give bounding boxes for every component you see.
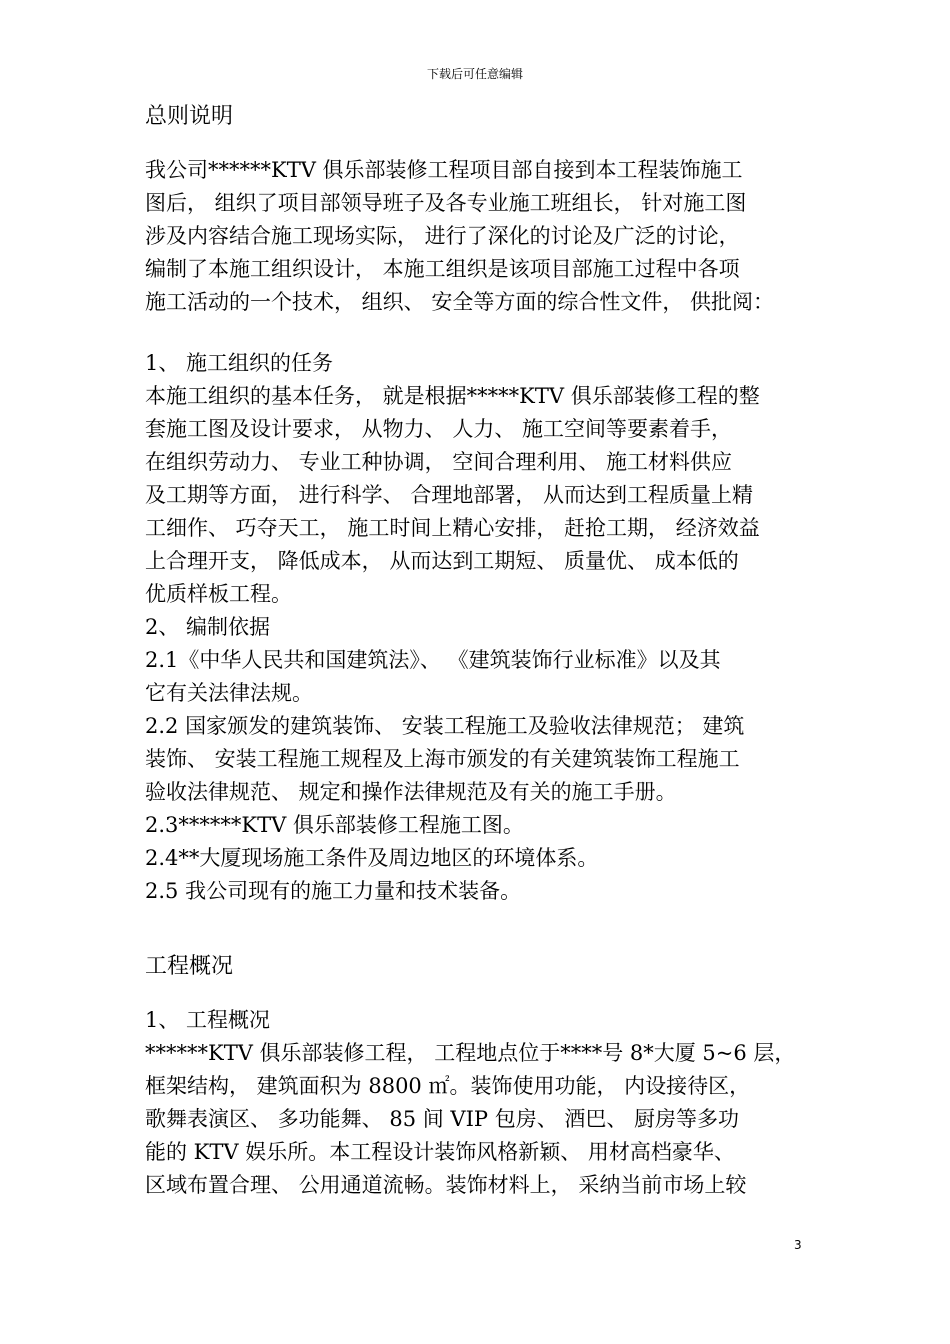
section-general-body: [145, 347, 825, 908]
text-line: 本施工组织的基本任务， 就是根据*****KTV 俱乐部装修工程的整: [145, 384, 760, 408]
text-line: 2.4**大厦现场施工条件及周边地区的环境体系。: [145, 846, 599, 870]
text-line: 2.5 我公司现有的施工力量和技术装备。: [145, 879, 522, 903]
text-line: 我公司******KTV 俱乐部装修工程项目部自接到本工程装饰施工: [145, 158, 743, 182]
text-line: 优质样板工程。: [145, 582, 292, 606]
text-line: 施工活动的一个技术， 组织、 安全等方面的综合性文件， 供批阅：: [145, 290, 775, 314]
section-overview-body: [145, 1004, 825, 1202]
text-line: 2.1《中华人民共和国建筑法》、 《建筑装饰行业标准》以及其: [145, 648, 721, 672]
page-header: 下载后可任意编辑: [426, 67, 523, 81]
text-line: 装饰、 安装工程施工规程及上海市颁发的有关建筑装饰工程施工: [145, 747, 740, 771]
text-line: 区域布置合理、 公用通道流畅。装饰材料上， 采纳当前市场上较: [145, 1173, 747, 1197]
text-line: 图后， 组织了项目部领导班子及各专业施工班组长， 针对施工图: [145, 191, 747, 215]
text-line: 2.3******KTV 俱乐部装修工程施工图。: [145, 813, 524, 837]
text-line: 2.2 国家颁发的建筑装饰、 安装工程施工及验收法律规范； 建筑: [145, 714, 745, 738]
text-line: 涉及内容结合施工现场实际， 进行了深化的讨论及广泛的讨论，: [145, 224, 740, 248]
page-number: 3: [794, 1238, 802, 1252]
document-body: [145, 100, 825, 1202]
text-line: 能的 KTV 娱乐所。本工程设计装饰风格新颖、 用材高档豪华、: [145, 1140, 735, 1164]
section-title-overview: 工程概况: [145, 954, 234, 979]
text-line: 2、 编制依据: [145, 615, 271, 639]
text-line: 上合理开支， 降低成本， 从而达到工期短、 质量优、 成本低的: [145, 549, 739, 573]
text-line: 编制了本施工组织设计， 本施工组织是该项目部施工过程中各项: [145, 257, 740, 281]
text-line: 在组织劳动力、 专业工种协调， 空间合理利用、 施工材料供应: [145, 450, 733, 474]
text-line: 1、 施工组织的任务: [145, 351, 334, 375]
text-line: 验收法律规范、 规定和操作法律规范及有关的施工手册。: [145, 780, 677, 804]
intro-paragraph: [145, 154, 825, 319]
text-line: 及工期等方面， 进行科学、 合理地部署， 从而达到工程质量上精: [145, 483, 754, 507]
text-line: 它有关法律法规。: [145, 681, 313, 705]
text-line: 歌舞表演区、 多功能舞、 85 间 VIP 包房、 酒巴、 厨房等多功: [145, 1107, 740, 1131]
text-line: ******KTV 俱乐部装修工程， 工程地点位于****号 8*大厦 5~6 层，: [145, 1041, 796, 1065]
section-title-general: 总则说明: [145, 104, 234, 129]
text-line: 1、 工程概况: [145, 1008, 271, 1032]
text-line: 框架结构， 建筑面积为 8800 ㎡。装饰使用功能， 内设接待区，: [145, 1074, 751, 1098]
text-line: 工细作、 巧夺天工， 施工时间上精心安排， 赶抢工期， 经济效益: [145, 516, 760, 540]
text-line: 套施工图及设计要求， 从物力、 人力、 施工空间等要素着手，: [145, 417, 733, 441]
